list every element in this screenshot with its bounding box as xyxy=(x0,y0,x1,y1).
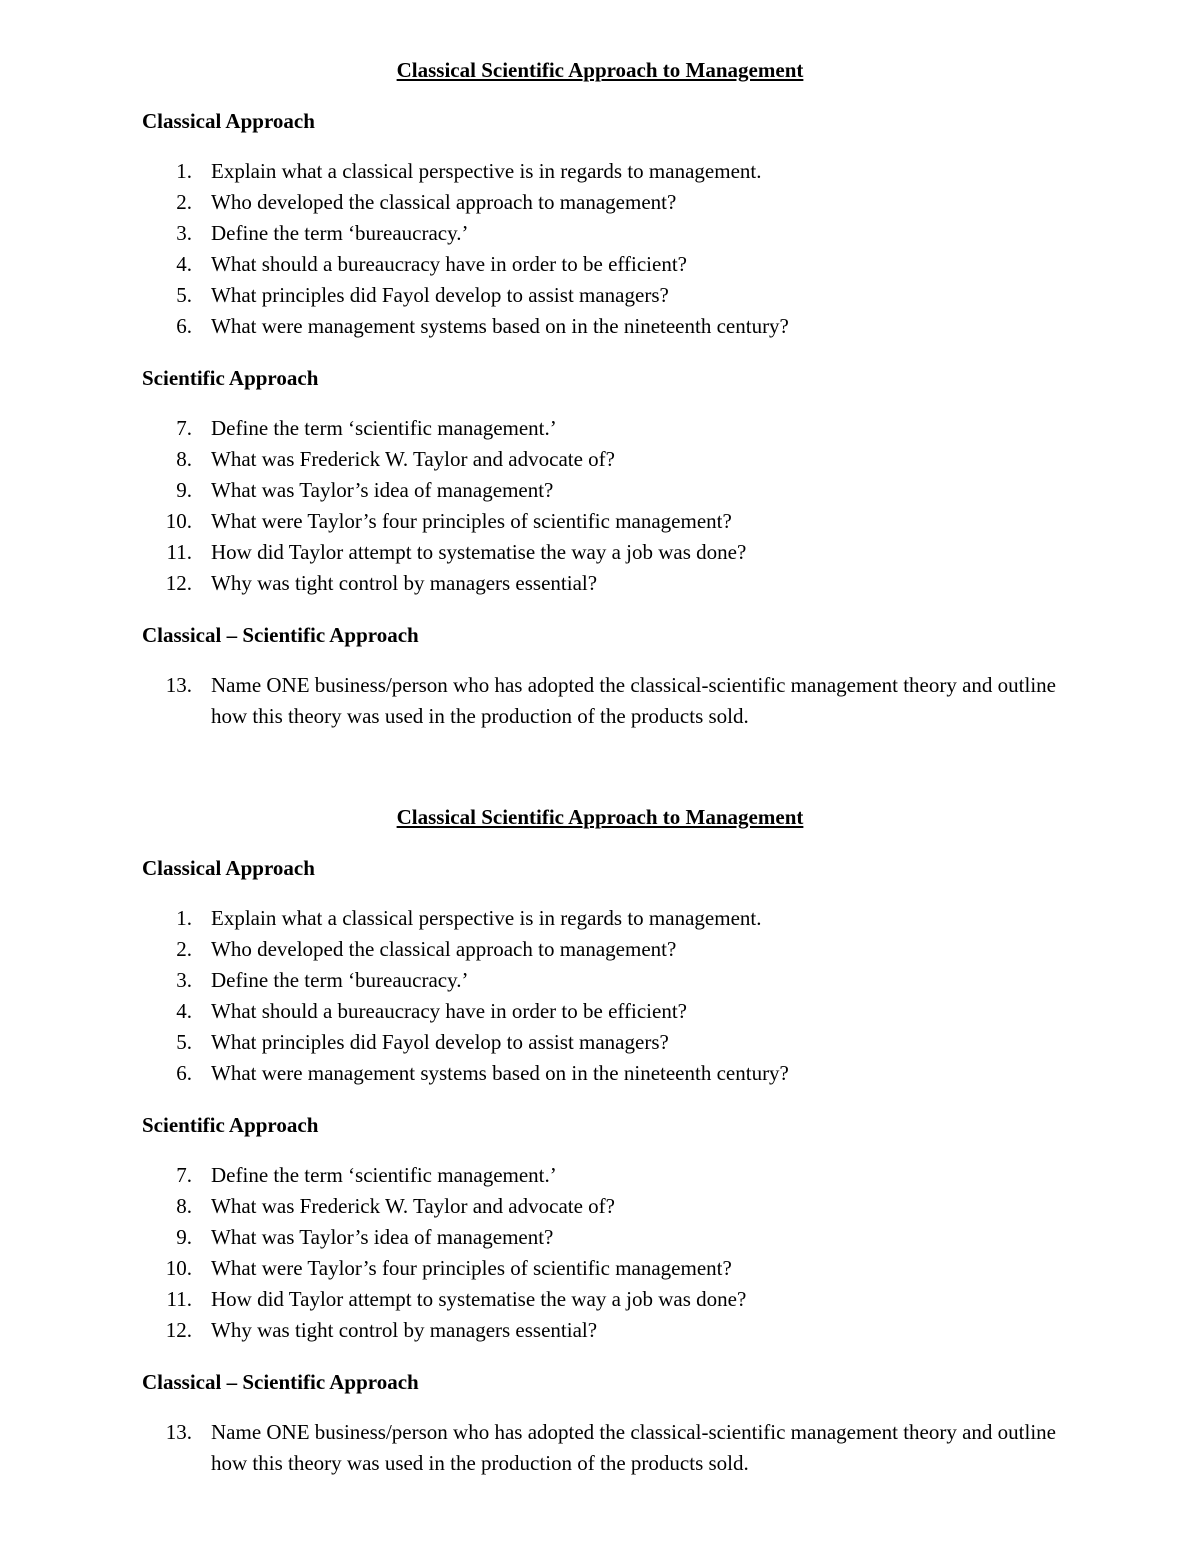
question-item xyxy=(142,187,1062,218)
question-text: Define the term ‘bureaucracy.’ xyxy=(211,968,469,992)
question-number: 2. xyxy=(176,937,192,961)
question-text: What were Taylor’s four principles of scientific management? xyxy=(211,1256,732,1280)
question-text: How did Taylor attempt to systematise the way a job was done? xyxy=(211,1287,747,1311)
question-text: Why was tight control by managers essential? xyxy=(211,571,598,595)
question-item xyxy=(142,903,1062,934)
question-item xyxy=(142,218,1062,249)
question-item xyxy=(142,537,1062,568)
worksheet-copy-2 xyxy=(142,802,1062,1479)
question-item xyxy=(142,311,1062,342)
question-text: Explain what a classical perspective is in regards to management. xyxy=(211,159,762,183)
question-text: What were management systems based on in the nineteenth century? xyxy=(211,314,789,338)
question-item xyxy=(142,249,1062,280)
question-number: 10. xyxy=(165,509,192,533)
question-item xyxy=(142,444,1062,475)
question-list-classical-scientific xyxy=(142,1417,1062,1479)
section-heading-classical-scientific: Classical – Scientific Approach xyxy=(142,1370,419,1394)
worksheet-copy-1 xyxy=(142,55,1062,732)
section-heading-classical-scientific: Classical – Scientific Approach xyxy=(142,623,419,647)
question-item xyxy=(142,506,1062,537)
question-item xyxy=(142,1058,1062,1089)
question-number: 9. xyxy=(176,1225,192,1249)
question-number: 12. xyxy=(165,571,192,595)
question-item xyxy=(142,1253,1062,1284)
question-list-scientific xyxy=(142,1160,1062,1346)
question-number: 13. xyxy=(165,673,192,697)
section-heading-scientific: Scientific Approach xyxy=(142,366,319,390)
question-item xyxy=(142,475,1062,506)
question-number: 8. xyxy=(176,1194,192,1218)
question-number: 7. xyxy=(176,1163,192,1187)
question-number: 10. xyxy=(165,1256,192,1280)
question-number: 5. xyxy=(176,1030,192,1054)
question-text: Name ONE business/person who has adopted the classical-scientific management theory and outline how this theory was used in the production of the products sold. xyxy=(211,673,1057,728)
question-list-classical xyxy=(142,903,1062,1089)
question-item xyxy=(142,1027,1062,1058)
question-number: 11. xyxy=(166,1287,192,1311)
question-text: What was Taylor’s idea of management? xyxy=(211,1225,554,1249)
question-item xyxy=(142,1222,1062,1253)
section-heading-classical: Classical Approach xyxy=(142,109,315,133)
question-number: 1. xyxy=(176,159,192,183)
question-number: 5. xyxy=(176,283,192,307)
question-text: What principles did Fayol develop to assist managers? xyxy=(211,283,669,307)
question-number: 6. xyxy=(176,1061,192,1085)
question-text: Who developed the classical approach to management? xyxy=(211,190,677,214)
question-text: What was Frederick W. Taylor and advocate of? xyxy=(211,1194,615,1218)
question-text: What were management systems based on in the nineteenth century? xyxy=(211,1061,789,1085)
question-text: Define the term ‘scientific management.’ xyxy=(211,1163,557,1187)
question-number: 9. xyxy=(176,478,192,502)
worksheet-title: Classical Scientific Approach to Management xyxy=(396,805,804,829)
question-item xyxy=(142,1160,1062,1191)
question-number: 3. xyxy=(176,221,192,245)
question-item xyxy=(142,670,1062,732)
question-item xyxy=(142,1191,1062,1222)
question-item xyxy=(142,568,1062,599)
worksheet-title: Classical Scientific Approach to Management xyxy=(396,58,804,82)
question-item xyxy=(142,1284,1062,1315)
question-item xyxy=(142,1315,1062,1346)
question-text: What should a bureaucracy have in order to be efficient? xyxy=(211,999,687,1023)
question-text: What was Frederick W. Taylor and advocate of? xyxy=(211,447,615,471)
question-text: What was Taylor’s idea of management? xyxy=(211,478,554,502)
question-number: 2. xyxy=(176,190,192,214)
question-text: Who developed the classical approach to management? xyxy=(211,937,677,961)
question-item xyxy=(142,1417,1062,1479)
question-text: Define the term ‘scientific management.’ xyxy=(211,416,557,440)
question-number: 11. xyxy=(166,540,192,564)
section-heading-classical: Classical Approach xyxy=(142,856,315,880)
question-number: 12. xyxy=(165,1318,192,1342)
question-text: What were Taylor’s four principles of scientific management? xyxy=(211,509,732,533)
question-list-scientific xyxy=(142,413,1062,599)
question-text: How did Taylor attempt to systematise the way a job was done? xyxy=(211,540,747,564)
question-number: 4. xyxy=(176,999,192,1023)
question-item xyxy=(142,965,1062,996)
question-number: 1. xyxy=(176,906,192,930)
question-number: 7. xyxy=(176,416,192,440)
question-text: Define the term ‘bureaucracy.’ xyxy=(211,221,469,245)
section-heading-scientific: Scientific Approach xyxy=(142,1113,319,1137)
question-text: What should a bureaucracy have in order to be efficient? xyxy=(211,252,687,276)
question-list-classical xyxy=(142,156,1062,342)
question-number: 8. xyxy=(176,447,192,471)
question-text: Why was tight control by managers essential? xyxy=(211,1318,598,1342)
question-number: 6. xyxy=(176,314,192,338)
question-item xyxy=(142,996,1062,1027)
question-item xyxy=(142,934,1062,965)
question-list-classical-scientific xyxy=(142,670,1062,732)
question-item xyxy=(142,280,1062,311)
question-item xyxy=(142,413,1062,444)
question-text: Explain what a classical perspective is in regards to management. xyxy=(211,906,762,930)
question-text: Name ONE business/person who has adopted the classical-scientific management theory and outline how this theory was used in the production of the products sold. xyxy=(211,1420,1057,1475)
question-text: What principles did Fayol develop to assist managers? xyxy=(211,1030,669,1054)
question-number: 13. xyxy=(165,1420,192,1444)
question-item xyxy=(142,156,1062,187)
question-number: 3. xyxy=(176,968,192,992)
question-number: 4. xyxy=(176,252,192,276)
